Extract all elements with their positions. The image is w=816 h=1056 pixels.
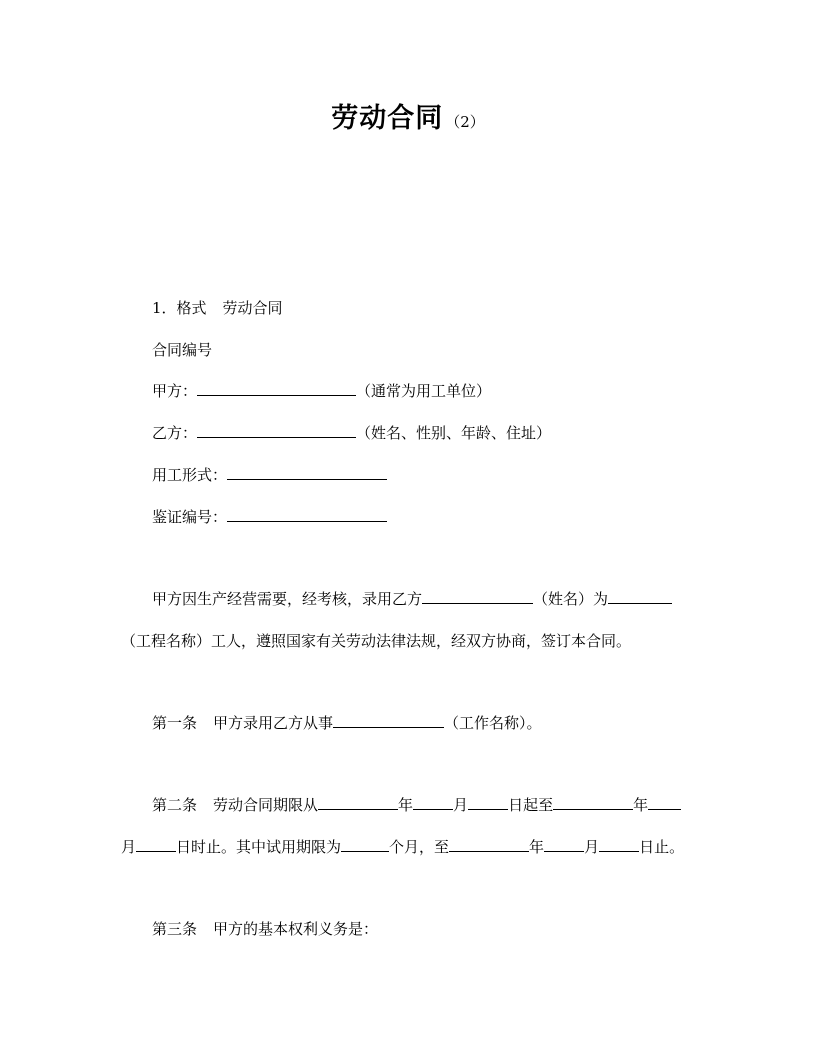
article-1-text-1: 甲方录用乙方从事 — [213, 714, 334, 732]
format-value: 劳动合同 — [222, 299, 283, 317]
preamble-text-3: （工程名称）工人，遵照国家有关劳动法律法规，经双方协商，签订本合同。 — [121, 632, 632, 650]
article-2-text-3: 日时止。其中试用期限为 — [176, 838, 342, 856]
verification-number-line — [152, 507, 387, 527]
article-1-heading: 第一条 — [152, 714, 198, 732]
worker-name-blank[interactable] — [422, 589, 533, 604]
article-3-text-1: 甲方的基本权利义务是： — [213, 920, 379, 938]
party-a-label: 甲方： — [152, 382, 198, 400]
end-year-label: 年 — [633, 796, 649, 814]
article-2-line-1 — [152, 795, 681, 815]
format-line — [152, 298, 283, 318]
title-number: （2） — [445, 113, 485, 131]
start-month-blank[interactable] — [413, 795, 453, 810]
article-2-text-4: 个月，至 — [389, 838, 450, 856]
employment-form-line — [152, 465, 387, 485]
end-month-label: 月 — [121, 838, 137, 856]
probation-month-blank[interactable] — [544, 837, 584, 852]
probation-year-blank[interactable] — [449, 837, 529, 852]
start-year-label: 年 — [398, 796, 414, 814]
article-1-text-2: （工作名称）。 — [444, 714, 542, 732]
end-year-blank[interactable] — [553, 795, 633, 810]
article-2-heading: 第二条 — [152, 796, 198, 814]
document-title — [0, 96, 816, 135]
probation-month-label: 月 — [584, 838, 600, 856]
probation-year-label: 年 — [529, 838, 545, 856]
probation-months-blank[interactable] — [341, 837, 389, 852]
employment-form-blank[interactable] — [227, 465, 387, 480]
preamble-text-1: 甲方因生产经营需要，经考核，录用乙方 — [152, 590, 423, 608]
format-label: 1．格式 — [152, 299, 207, 317]
article-3-line — [152, 919, 378, 939]
job-title-blank[interactable] — [333, 713, 444, 728]
start-day-blank[interactable] — [468, 795, 508, 810]
party-a-line — [152, 381, 491, 401]
end-day-blank[interactable] — [136, 837, 176, 852]
article-3-heading: 第三条 — [152, 920, 198, 938]
contract-number-label: 合同编号 — [152, 341, 213, 359]
verification-number-label: 鉴证编号： — [152, 508, 228, 526]
employment-form-label: 用工形式： — [152, 466, 228, 484]
probation-day-blank[interactable] — [599, 837, 639, 852]
article-2-line-2 — [121, 837, 684, 857]
start-month-label: 月 — [453, 796, 469, 814]
party-b-note: （姓名、性别、年龄、住址） — [356, 424, 552, 442]
article-2-text-1: 劳动合同期限从 — [213, 796, 319, 814]
party-a-note: （通常为用工单位） — [356, 382, 492, 400]
preamble-text-2: （姓名）为 — [533, 590, 609, 608]
title-text: 劳动合同 — [331, 103, 444, 134]
party-b-blank[interactable] — [197, 423, 356, 438]
article-2-text-5: 日止。 — [639, 838, 685, 856]
party-a-blank[interactable] — [197, 381, 356, 396]
party-b-line — [152, 423, 551, 443]
preamble-line-2 — [121, 631, 631, 651]
project-name-blank[interactable] — [608, 589, 672, 604]
party-b-label: 乙方： — [152, 424, 198, 442]
article-2-text-2: 日起至 — [508, 796, 554, 814]
preamble-line-1 — [152, 589, 672, 609]
article-1-line — [152, 713, 542, 733]
contract-number-line — [152, 340, 212, 360]
verification-number-blank[interactable] — [227, 507, 387, 522]
start-year-blank[interactable] — [318, 795, 398, 810]
end-month-blank-part[interactable] — [648, 795, 681, 810]
